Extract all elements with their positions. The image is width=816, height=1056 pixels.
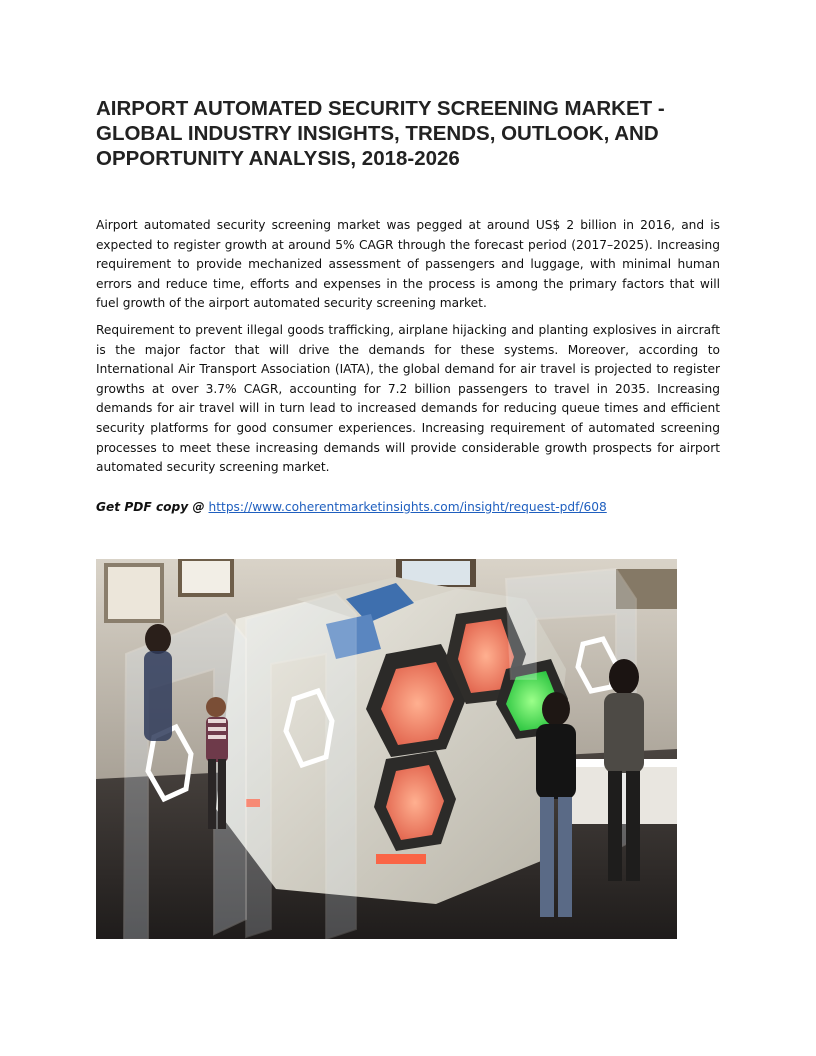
- drivers-paragraph: Requirement to prevent illegal goods trafficking, airplane hijacking and planting explosives in aircraft is the major factor that will drive the demands for these systems. Moreover, according to International Air Transport Association (IATA), the global demand for air travel is projected to register growths at over 3.7% CAGR, accounting for 7.2 billion passengers to travel in 2035. Increasing demands for air travel will in turn lead to increased demands for reducing queue times and efficient security platforms for good consumer experiences. Increasing requirement of automated screening processes to meet these increasing demands will provide considerable growth prospects for airport automated security screening market.: [96, 323, 720, 475]
- security-screening-photo: [96, 559, 677, 939]
- page-title: AIRPORT AUTOMATED SECURITY SCREENING MARKET - GLOBAL INDUSTRY INSIGHTS, TRENDS, OUTLOOK, AND OPPORTUNITY ANALYSIS, 2018-2026: [96, 97, 665, 170]
- pdf-copy-line: [96, 498, 720, 518]
- pdf-request-link[interactable]: https://www.coherentmarketinsights.com/insight/request-pdf/608: [208, 500, 607, 514]
- pdf-copy-label: Get PDF copy @: [96, 500, 205, 514]
- security-screening-machine-illustration: [96, 559, 677, 939]
- intro-paragraph: Airport automated security screening market was pegged at around US$ 2 billion in 2016, and is expected to register growth at around 5% CAGR through the forecast period (2017–2025). Increasing requirement to provide mechanized assessment of passengers and luggage, with minimal human errors and reduce time, efforts and expenses in the process is among the primary factors that will fuel growth of the airport automated security screening market.: [96, 218, 720, 311]
